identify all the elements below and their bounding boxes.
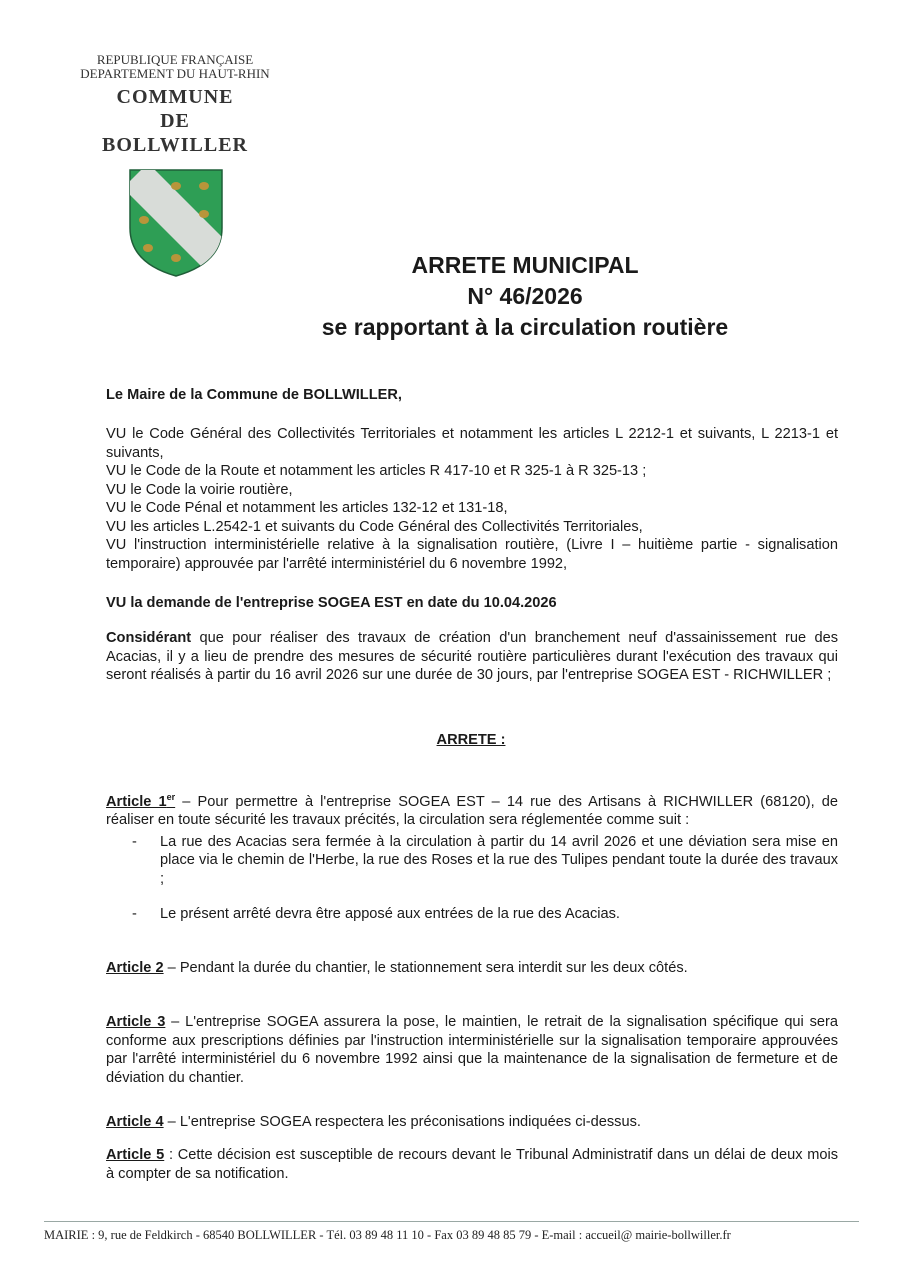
vu-item: VU le Code Pénal et notamment les articles 132-12 et 131-18, bbox=[106, 500, 508, 516]
vu-item: VU les articles L.2542-1 et suivants du Code Général des Collectivités Territoriales, bbox=[106, 518, 643, 535]
considerant-label: Considérant bbox=[106, 630, 192, 646]
article-4 bbox=[106, 1113, 838, 1132]
vu-item: VU le Code de la Route et notamment les articles R 417-10 et R 325-1 à R 325-13 ; bbox=[106, 463, 647, 479]
decree-number: N° 46/2026 bbox=[467, 283, 583, 309]
article-3 bbox=[106, 1013, 838, 1087]
article-2 bbox=[106, 959, 838, 978]
article-text: – L'entreprise SOGEA assurera la pose, le maintien, le retrait de la signalisation spécifique qui sera conforme aux prescriptions définies par l'instruction interministérielle sur la signalisation temporaire approuvées par l'arrêté interministériel du 6 novembre 1992 ainsi que la maintenance de la signalisation de fermeture et de déviation du chantier. bbox=[106, 1014, 838, 1086]
decree-subject: se rapportant à la circulation routière bbox=[321, 314, 729, 340]
article-label: Article 5 bbox=[106, 1147, 165, 1163]
department-label: DEPARTEMENT DU HAUT-RHIN bbox=[80, 66, 270, 81]
article-1-bullet: - La rue des Acacias sera fermée à la circulation à partir du 14 avril 2026 et une déviation sera mise en place via le chemin de l'Herbe, la rue des Roses et la rue des Tulipes pendant toute la durée des travaux ; bbox=[106, 833, 838, 889]
vu-item: VU le Code la voirie routière, bbox=[106, 481, 293, 498]
footer-contact: MAIRIE : 9, rue de Feldkirch - 68540 BOLLWILLER - Tél. 03 89 48 11 10 - Fax 03 89 48 85 79 - E-mail : accueil@ mairie-bollwiller.fr bbox=[44, 1228, 731, 1242]
article-label: Article 4 bbox=[106, 1114, 164, 1130]
considerant-paragraph bbox=[106, 629, 838, 685]
intro-mayor: Le Maire de la Commune de BOLLWILLER, bbox=[106, 387, 402, 403]
commune-label: COMMUNE bbox=[116, 86, 234, 108]
article-text: – L'entreprise SOGEA respectera les préconisations indiquées ci-dessus. bbox=[163, 1114, 641, 1130]
article-text: – Pendant la durée du chantier, le stationnement sera interdit sur les deux côtés. bbox=[163, 960, 688, 976]
vu-item: VU l'instruction interministérielle relative à la signalisation routière, (Livre I – huitième partie - signalisation temporaire) approuvée par l'arrêté interministériel du 6 novembre 1992, bbox=[106, 537, 838, 572]
article-text: : Cette décision est susceptible de recours devant le Tribunal Administratif dans un délai de deux mois à compter de sa notification. bbox=[106, 1147, 839, 1182]
arrete-heading: ARRETE : bbox=[436, 732, 506, 748]
vu-list bbox=[106, 425, 838, 573]
article-1 bbox=[106, 788, 838, 924]
article-5 bbox=[106, 1146, 838, 1183]
vu-item: VU le Code Général des Collectivités Territoriales et notamment les articles L 2212-1 et suivants, L 2213-1 et suivants, bbox=[106, 426, 838, 461]
article-label: Article 1er bbox=[106, 792, 176, 810]
article-label: Article 3 bbox=[106, 1014, 166, 1030]
document-title: ARRETE MUNICIPAL bbox=[411, 252, 639, 278]
footer-divider bbox=[44, 1221, 859, 1222]
commune-de-label: DE bbox=[160, 110, 190, 132]
vu-demande: VU la demande de l'entreprise SOGEA EST en date du 10.04.2026 bbox=[106, 595, 557, 611]
republic-label: REPUBLIQUE FRANÇAISE bbox=[96, 52, 254, 67]
commune-name: BOLLWILLER bbox=[102, 134, 248, 156]
considerant-text: que pour réaliser des travaux de création d'un branchement neuf d'assainissement rue des Acacias, il y a lieu de prendre des mesures de sécurité routière particulières durant l'exécution des travaux qui seront réalisés à partir du 16 avril 2026 sur une durée de 30 jours, par l'entreprise SOGEA EST - RICHWILLER ; bbox=[106, 630, 838, 683]
article-1-bullet: - Le présent arrêté devra être apposé aux entrées de la rue des Acacias. bbox=[106, 905, 838, 924]
article-label: Article 2 bbox=[106, 960, 164, 976]
article-text: – Pour permettre à l'entreprise SOGEA EST – 14 rue des Artisans à RICHWILLER (68120), de réaliser en toute sécurité les travaux précités, la circulation sera réglementée comme suit : bbox=[106, 793, 838, 829]
